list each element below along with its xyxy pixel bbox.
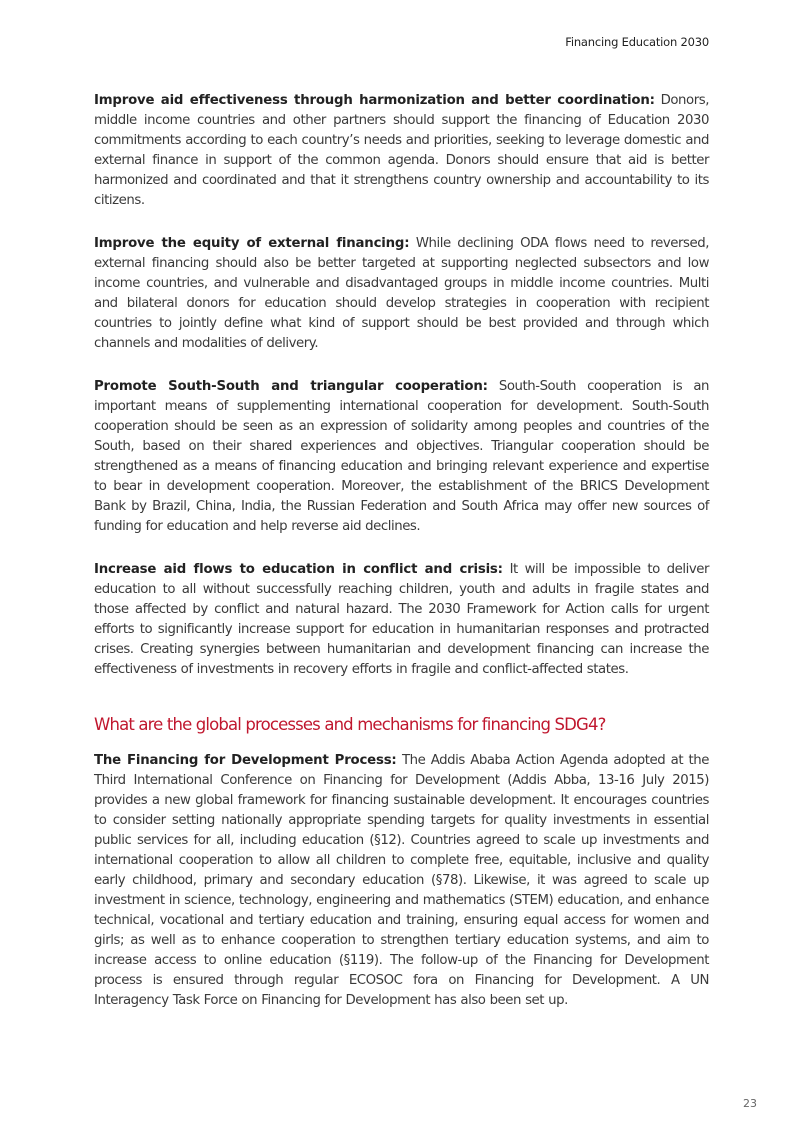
page-content <box>94 91 709 1034</box>
paragraph-lead: Increase aid flows to education in conflict and crisis: <box>94 562 503 577</box>
paragraph-lead: The Financing for Development Process: <box>94 753 397 768</box>
page-number: 23 <box>743 1097 757 1110</box>
paragraph-external-financing-equity <box>94 234 709 354</box>
section-heading: What are the global processes and mechanisms for financing SDG4? <box>94 715 606 734</box>
paragraph-body: It will be impossible to deliver education to all without successfully reaching children, youth and adults in fragile states and those affected by conflict and natural hazard. The 2030 Framework for Action calls for urgent efforts to significantly increase support for education in humanitarian responses and protracted crises. Creating synergies between humanitarian and development financing can increase the effectiveness of investments in recovery efforts in fragile and conflict-affected states. <box>94 562 710 677</box>
paragraph-south-south-cooperation <box>94 377 709 537</box>
running-header: Financing Education 2030 <box>565 35 709 49</box>
paragraph-lead: Improve aid effectiveness through harmonization and better coordination: <box>94 93 655 108</box>
paragraph-aid-effectiveness <box>94 91 709 211</box>
paragraph-body: While declining ODA flows need to reversed, external financing should also be better targeted at supporting neglected subsectors and low income countries, and vulnerable and disadvantaged groups in middle income countries. Multi and bilateral donors for education should develop strategies in cooperation with recipient countries to jointly define what kind of support should be best provided and through which channels and modalities of delivery. <box>94 236 709 351</box>
paragraph-conflict-crisis <box>94 560 709 680</box>
paragraph-body: Donors, middle income countries and other partners should support the financing of Education 2030 commitments according to each country’s needs and priorities, seeking to leverage domestic and external finance in support of the common agenda. Donors should ensure that aid is better harmonized and coordinated and that it strengthens country ownership and accountability to its citizens. <box>94 93 709 208</box>
paragraph-financing-for-development <box>94 751 709 1011</box>
paragraph-lead: Improve the equity of external financing: <box>94 236 410 251</box>
paragraph-body: South-South cooperation is an important means of supplementing international cooperation for development. South-South cooperation should be seen as an expression of solidarity among peoples and countries of the South, based on their shared experiences and objectives. Triangular cooperation should be strengthened as a means of financing education and bringing relevant experience and expertise to bear in development cooperation. Moreover, the establishment of the BRICS Development Bank by Brazil, China, India, the Russian Federation and South Africa may offer new sources of funding for education and help reverse aid declines. <box>94 379 709 534</box>
paragraph-lead: Promote South-South and triangular cooperation: <box>94 379 488 394</box>
paragraph-body: The Addis Ababa Action Agenda adopted at the Third International Conference on Financing for Development (Addis Abba, 13-16 July 2015) provides a new global framework for financing sustainable development. It encourages countries to consider setting nationally appropriate spending targets for quality investments in essential public services for all, including education (§12). Countries agreed to scale up investments and international cooperation to allow all children to complete free, equitable, inclusive and quality early childhood, primary and secondary education (§78). Likewise, it was agreed to scale up investment in science, technology, engineering and mathematics (STEM) education, and enhance technical, vocational and tertiary education and training, ensuring equal access for women and girls; as well as to enhance cooperation to strengthen tertiary education systems, and aim to increase access to online education (§119). The follow-up of the Financing for Development process is ensured through regular ECOSOC fora on Financing for Development. A UN Interagency Task Force on Financing for Development has also been set up. <box>94 753 709 1008</box>
